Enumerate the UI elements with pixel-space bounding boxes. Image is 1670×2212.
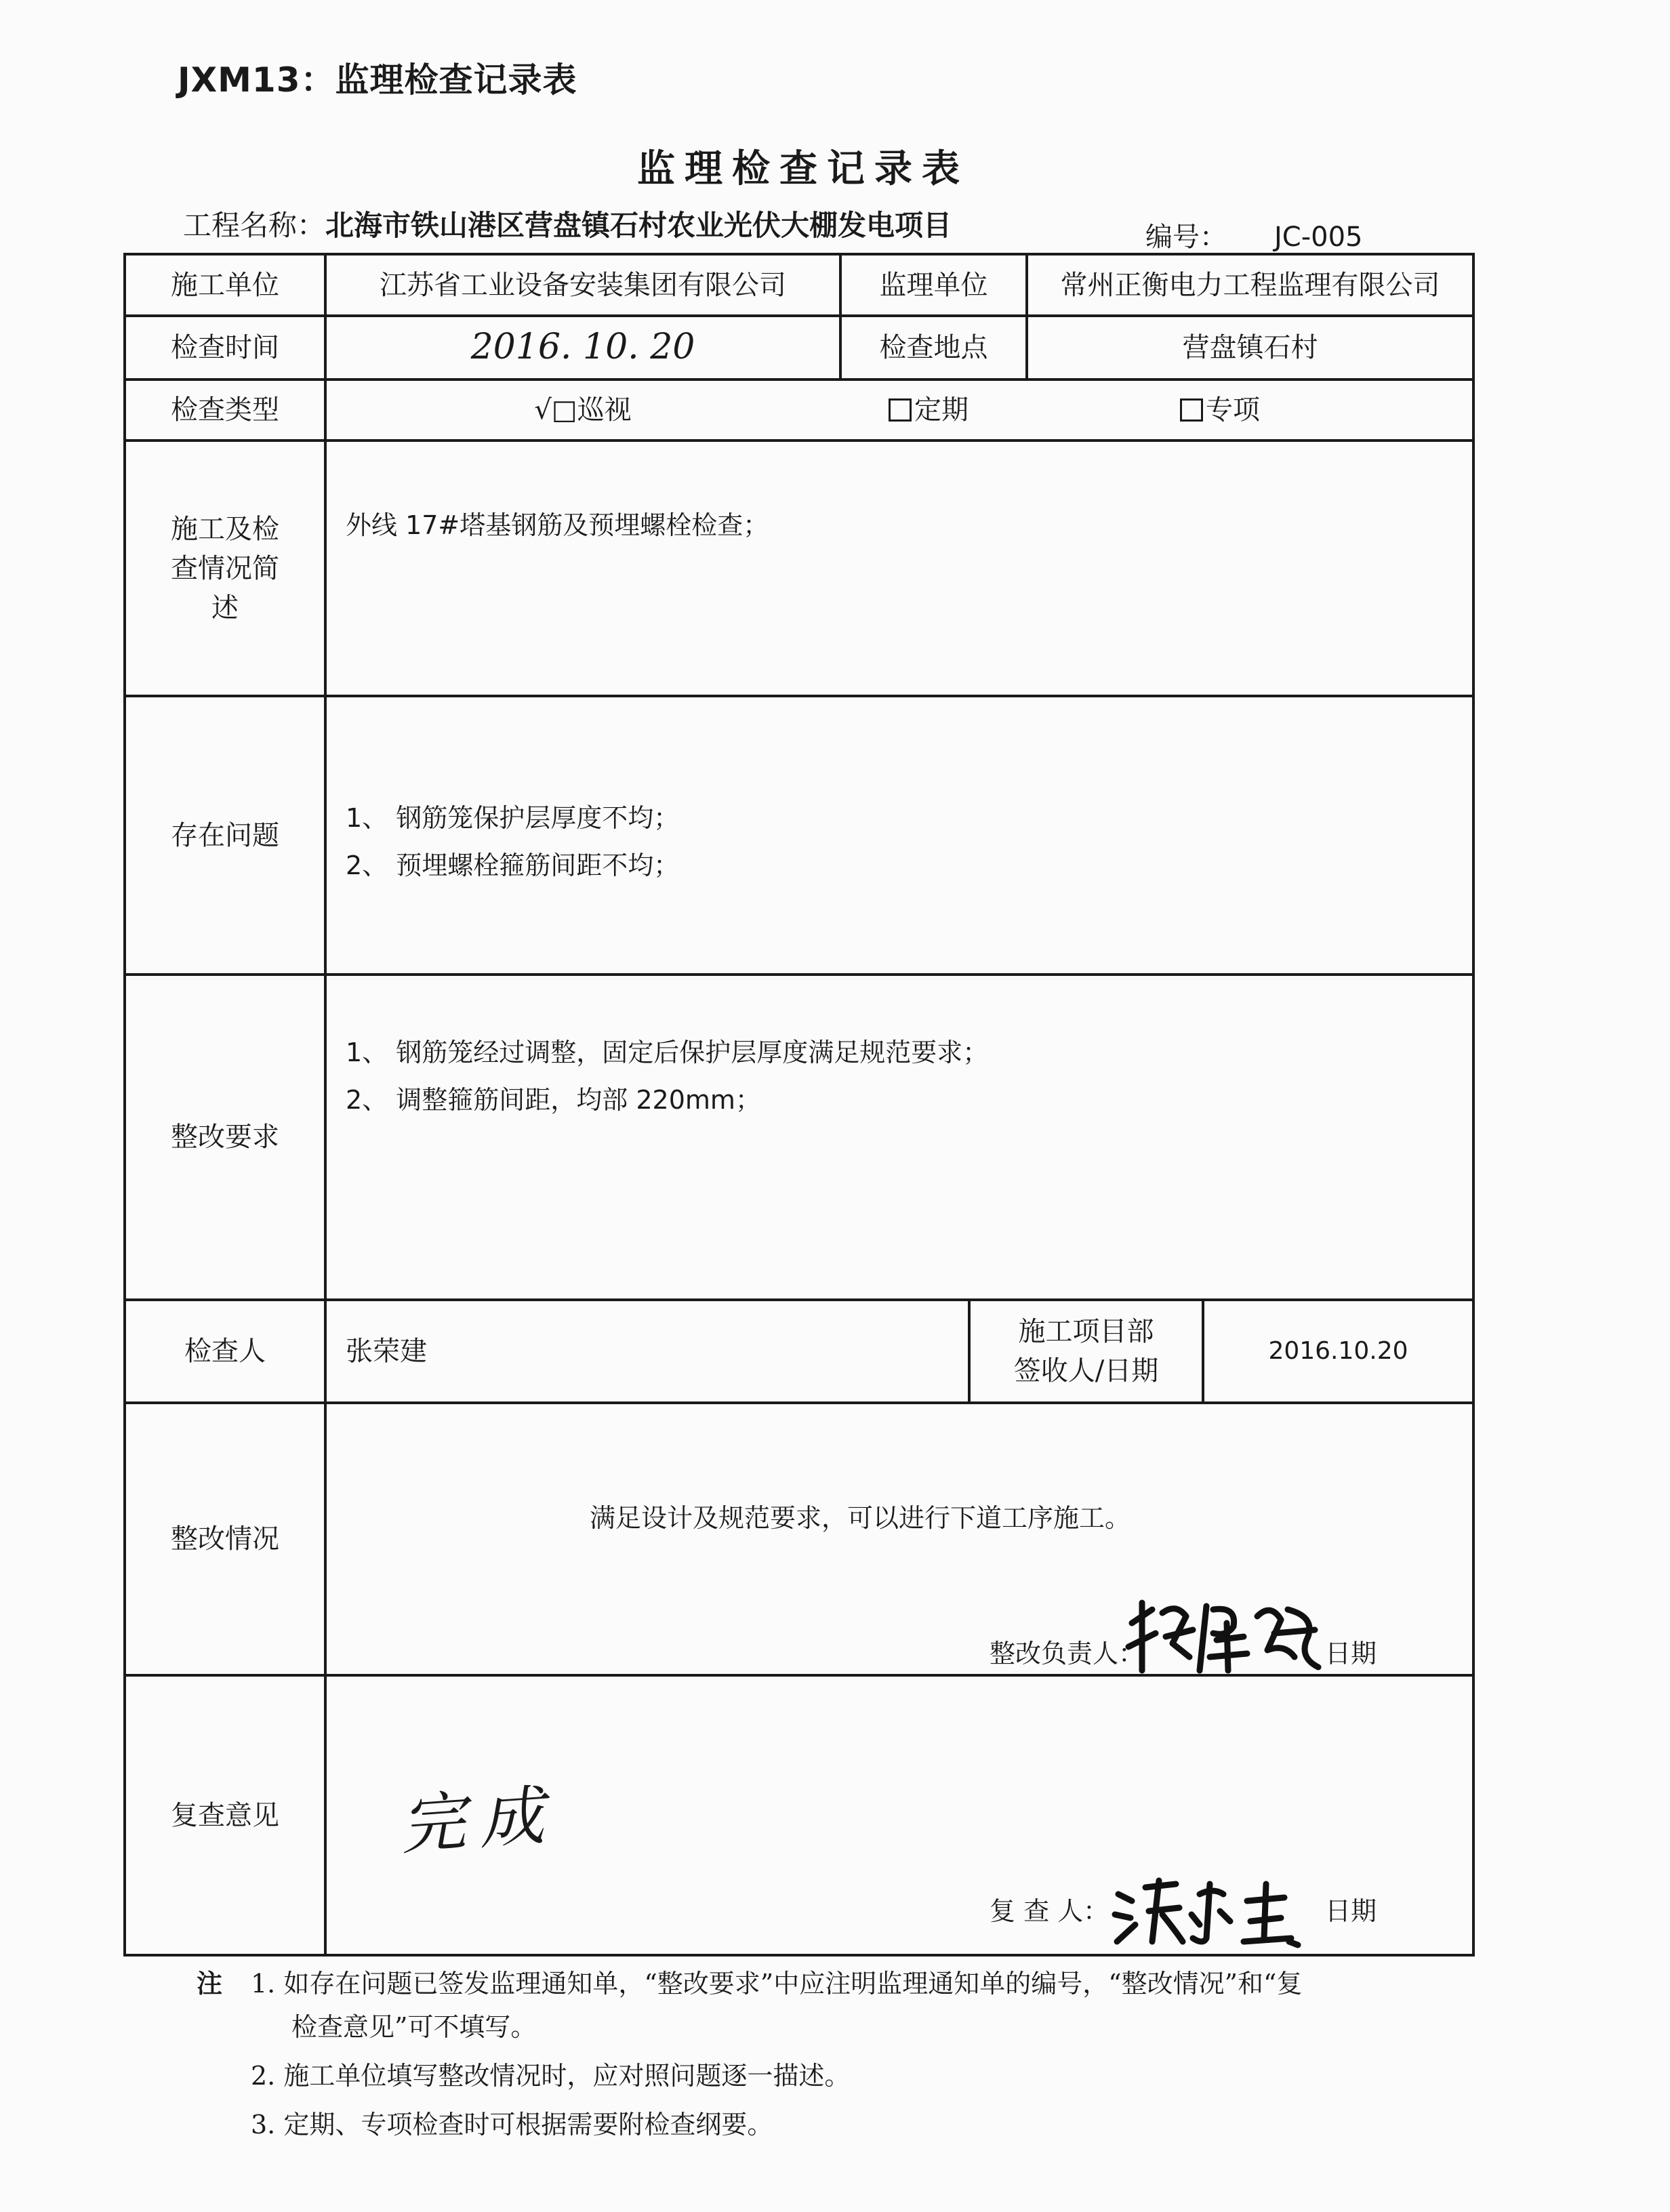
receiver-date: 2016.10.20 (1268, 1336, 1408, 1365)
requirement-item: 2、 调整箍筋间距，均部 220mm； (346, 1085, 761, 1115)
problems-list (346, 794, 679, 889)
inspection-type-special (1145, 380, 1295, 441)
inspection-type-patrol (474, 380, 691, 441)
form-code: JXM13：监理检查记录表 (178, 60, 577, 100)
notes-list (251, 1962, 1464, 2146)
number-value: JC-005 (1274, 222, 1363, 253)
rectification-text: 满足设计及规范要求，可以进行下道工序施工。 (590, 1503, 1131, 1533)
receiver-label-line1: 施工项目部 (1018, 1316, 1154, 1347)
checkbox-icon (889, 398, 912, 422)
inspection-type-regular (854, 380, 1003, 441)
document-title: 监理检查记录表 (637, 147, 969, 191)
rectification-responsible-label: 整改负责人： (990, 1639, 1145, 1668)
problem-item: 1、 钢筋笼保护层厚度不均； (346, 803, 680, 833)
summary-label-text: 施工及检查情况简述 (171, 513, 279, 623)
note-item: 检查意见”可不填写。 (291, 2012, 537, 2042)
inspection-time-label: 检查时间 (171, 332, 279, 363)
inspection-type-patrol-label: √□巡视 (534, 394, 632, 426)
problem-item: 2、 预埋螺栓箍筋间距不均； (346, 851, 680, 880)
summary-label (125, 441, 325, 696)
note-item: 2. 施工单位填写整改情况时，应对照问题逐一描述。 (251, 2061, 851, 2091)
rectification-responsible (990, 1630, 1144, 1677)
requirement-item: 1、 钢筋笼经过调整，固定后保护层厚度满足规范要求； (346, 1038, 989, 1067)
number-label: 编号： (1145, 222, 1227, 253)
inspector-label: 检查人 (184, 1336, 266, 1367)
project-name: 北海市铁山港区营盘镇石村农业光伏大棚发电项目 (325, 209, 952, 242)
review-label: 复查意见 (171, 1799, 279, 1831)
reviewer-label: 复 查 人： (990, 1896, 1109, 1926)
signature-rectification (1125, 1596, 1328, 1677)
requirements-label: 整改要求 (171, 1122, 279, 1153)
notes-label: 注 (197, 1968, 223, 1999)
inspection-type-special-label: 专项 (1206, 394, 1260, 426)
supervision-unit-value: 常州正衡电力工程监理有限公司 (1060, 269, 1440, 301)
receiver-label (969, 1300, 1203, 1403)
note-item: 3. 定期、专项检查时可根据需要附检查纲要。 (251, 2110, 773, 2139)
construction-unit-label: 施工单位 (171, 269, 279, 301)
inspection-type-regular-label: 定期 (914, 394, 969, 426)
inspection-place-label: 检查地点 (879, 332, 988, 363)
project-label: 工程名称： (183, 209, 326, 242)
inspection-type-label: 检查类型 (171, 394, 279, 426)
inspection-place-value: 营盘镇石村 (1182, 332, 1318, 363)
supervision-unit-label: 监理单位 (879, 269, 988, 301)
inspector-value: 张荣建 (346, 1336, 427, 1367)
rectification-date-label: 日期 (1325, 1639, 1377, 1668)
construction-unit-value: 江苏省工业设备安装集团有限公司 (380, 269, 786, 301)
problems-label: 存在问题 (171, 819, 279, 851)
signature-reviewer (1112, 1874, 1301, 1948)
review-handwritten-text: 完成 (397, 1777, 561, 1864)
note-item: 1. 如存在问题已签发监理通知单，“整改要求”中应注明监理通知单的编号，“整改情况”和“复 (251, 1969, 1303, 1999)
receiver-label-line2: 签收人/日期 (1013, 1355, 1159, 1387)
inspection-time-value: 2016. 10. 20 (470, 327, 695, 368)
rectification-label: 整改情况 (171, 1523, 279, 1555)
reviewer-date-label: 日期 (1325, 1896, 1377, 1926)
summary-text: 外线 17#塔基钢筋及预埋螺栓检查； (346, 510, 769, 540)
requirements-list (346, 1029, 988, 1124)
checkbox-icon (1180, 398, 1203, 422)
